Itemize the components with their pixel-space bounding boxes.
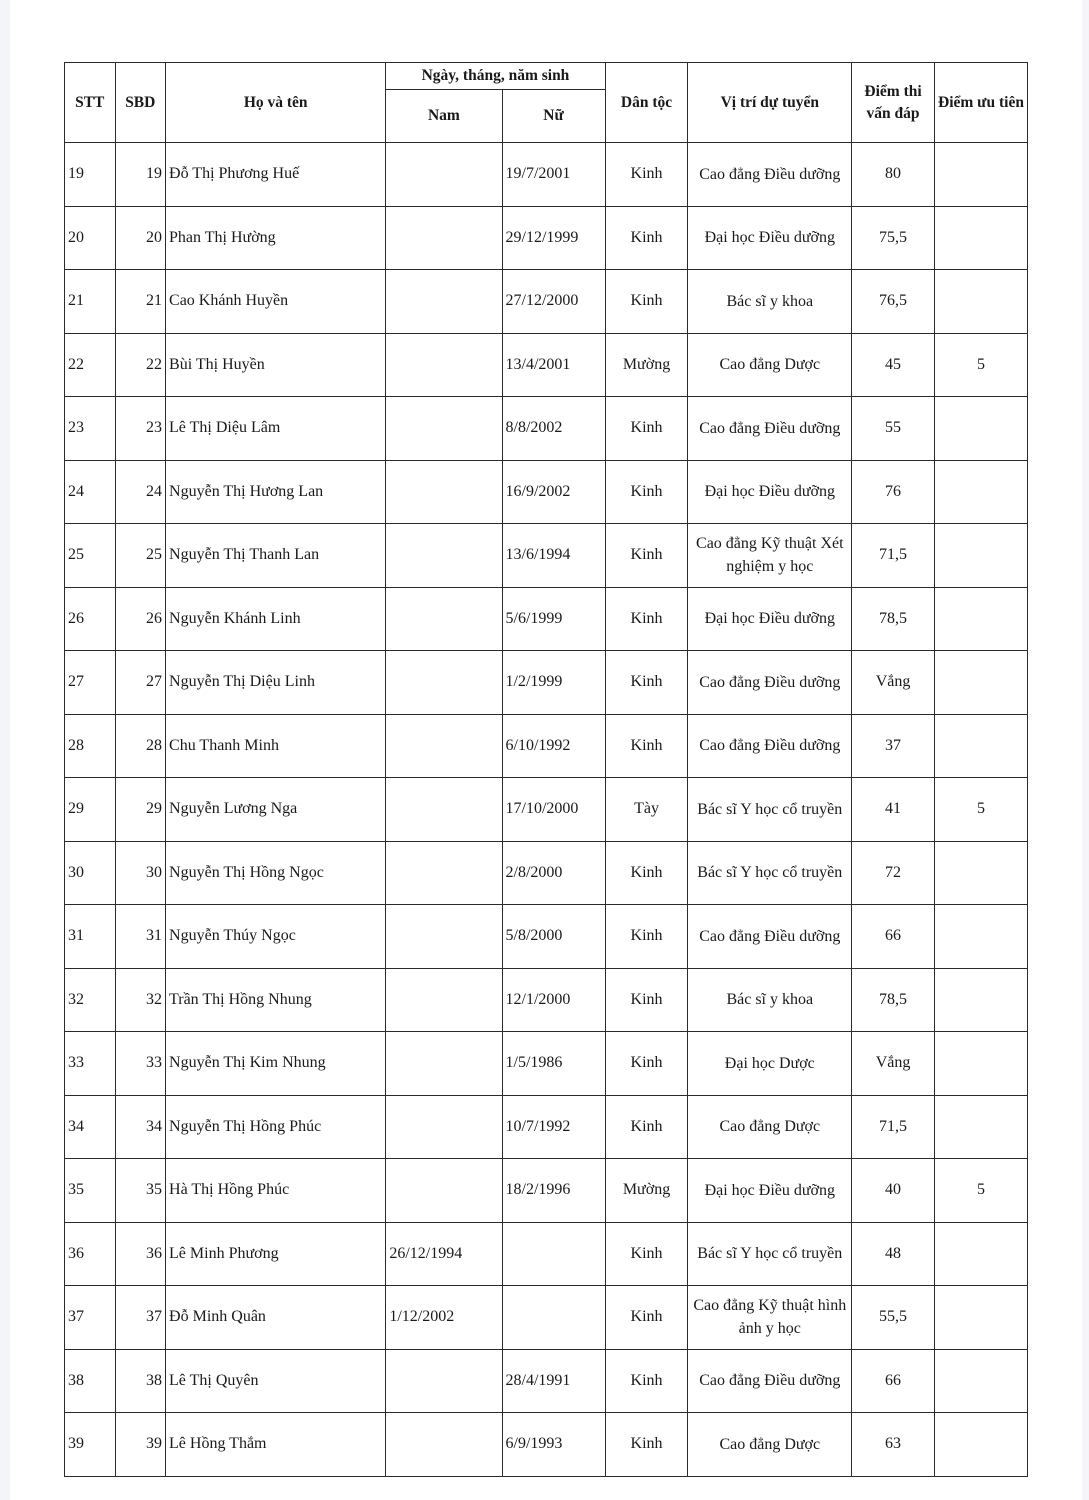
cell-name: Nguyễn Thị Diệu Linh: [166, 651, 386, 715]
cell-stt: 30: [65, 841, 116, 905]
cell-dob-male: [386, 1032, 502, 1096]
cell-dob-male: [386, 1413, 502, 1477]
cell-score: 41: [852, 778, 935, 842]
cell-stt: 36: [65, 1222, 116, 1286]
cell-stt: 37: [65, 1286, 116, 1350]
cell-dob-male: [386, 270, 502, 334]
cell-priority: [934, 1413, 1027, 1477]
cell-position: Cao đẳng Điều dưỡng: [688, 143, 852, 207]
cell-position: Cao đẳng Điều dưỡng: [688, 1349, 852, 1413]
cell-position: Cao đẳng Điều dưỡng: [688, 714, 852, 778]
cell-stt: 25: [65, 524, 116, 588]
cell-sbd: 32: [115, 968, 166, 1032]
cell-score: 48: [852, 1222, 935, 1286]
cell-dob-male: 26/12/1994: [386, 1222, 502, 1286]
cell-dob-female: 16/9/2002: [502, 460, 605, 524]
cell-score: 80: [852, 143, 935, 207]
cell-name: Lê Thị Quyên: [166, 1349, 386, 1413]
cell-dob-male: [386, 524, 502, 588]
cell-sbd: 28: [115, 714, 166, 778]
cell-ethnicity: Kinh: [605, 524, 688, 588]
cell-ethnicity: Kinh: [605, 270, 688, 334]
cell-dob-female: 6/9/1993: [502, 1413, 605, 1477]
cell-dob-male: [386, 778, 502, 842]
cell-dob-female: 28/4/1991: [502, 1349, 605, 1413]
cell-dob-female: [502, 1222, 605, 1286]
cell-priority: [934, 1349, 1027, 1413]
table-row: [65, 143, 1028, 207]
table-row: [65, 460, 1028, 524]
cell-dob-female: 12/1/2000: [502, 968, 605, 1032]
cell-position: Cao đẳng Dược: [688, 1095, 852, 1159]
cell-score: 37: [852, 714, 935, 778]
header-stt: STT: [65, 63, 116, 143]
cell-sbd: 39: [115, 1413, 166, 1477]
cell-priority: [934, 841, 1027, 905]
cell-position: Bác sĩ Y học cổ truyền: [688, 778, 852, 842]
cell-sbd: 20: [115, 206, 166, 270]
cell-sbd: 25: [115, 524, 166, 588]
cell-priority: [934, 1222, 1027, 1286]
cell-dob-male: [386, 968, 502, 1032]
cell-score: 63: [852, 1413, 935, 1477]
table-row: [65, 1349, 1028, 1413]
cell-position: Đại học Điều dưỡng: [688, 206, 852, 270]
cell-score: 78,5: [852, 968, 935, 1032]
cell-sbd: 37: [115, 1286, 166, 1350]
cell-ethnicity: Kinh: [605, 1032, 688, 1096]
cell-name: Nguyễn Thị Thanh Lan: [166, 524, 386, 588]
cell-priority: [934, 714, 1027, 778]
table-row: [65, 206, 1028, 270]
cell-stt: 31: [65, 905, 116, 969]
cell-position: Bác sĩ y khoa: [688, 270, 852, 334]
header-priority: Điểm ưu tiên: [934, 63, 1027, 143]
cell-priority: [934, 905, 1027, 969]
cell-priority: 5: [934, 333, 1027, 397]
cell-ethnicity: Kinh: [605, 1095, 688, 1159]
table-row: [65, 524, 1028, 588]
cell-dob-male: [386, 206, 502, 270]
cell-dob-male: [386, 1095, 502, 1159]
cell-stt: 19: [65, 143, 116, 207]
cell-position: Cao đẳng Điều dưỡng: [688, 651, 852, 715]
table-row: [65, 333, 1028, 397]
cell-dob-female: 17/10/2000: [502, 778, 605, 842]
cell-dob-male: [386, 905, 502, 969]
cell-dob-male: [386, 460, 502, 524]
cell-sbd: 19: [115, 143, 166, 207]
cell-score: 76: [852, 460, 935, 524]
cell-dob-male: [386, 143, 502, 207]
cell-ethnicity: Kinh: [605, 1413, 688, 1477]
cell-ethnicity: Kinh: [605, 587, 688, 651]
cell-priority: [934, 968, 1027, 1032]
cell-sbd: 38: [115, 1349, 166, 1413]
cell-name: Nguyễn Thị Hồng Ngọc: [166, 841, 386, 905]
cell-dob-male: 1/12/2002: [386, 1286, 502, 1350]
cell-ethnicity: Kinh: [605, 1349, 688, 1413]
header-ethnicity: Dân tộc: [605, 63, 688, 143]
cell-name: Cao Khánh Huyền: [166, 270, 386, 334]
header-female: Nữ: [502, 90, 605, 143]
results-table: [64, 62, 1028, 1477]
cell-dob-male: [386, 587, 502, 651]
cell-sbd: 29: [115, 778, 166, 842]
cell-ethnicity: Kinh: [605, 460, 688, 524]
cell-sbd: 35: [115, 1159, 166, 1223]
cell-score: 76,5: [852, 270, 935, 334]
cell-stt: 38: [65, 1349, 116, 1413]
cell-stt: 28: [65, 714, 116, 778]
cell-ethnicity: Mường: [605, 333, 688, 397]
cell-stt: 39: [65, 1413, 116, 1477]
cell-stt: 33: [65, 1032, 116, 1096]
cell-ethnicity: Kinh: [605, 1286, 688, 1350]
cell-ethnicity: Mường: [605, 1159, 688, 1223]
cell-sbd: 23: [115, 397, 166, 461]
cell-priority: [934, 587, 1027, 651]
cell-name: Nguyễn Khánh Linh: [166, 587, 386, 651]
cell-ethnicity: Kinh: [605, 397, 688, 461]
cell-dob-female: 13/4/2001: [502, 333, 605, 397]
cell-ethnicity: Kinh: [605, 905, 688, 969]
table-row: [65, 905, 1028, 969]
cell-position: Đại học Điều dưỡng: [688, 1159, 852, 1223]
cell-stt: 24: [65, 460, 116, 524]
cell-dob-male: [386, 1159, 502, 1223]
cell-sbd: 22: [115, 333, 166, 397]
cell-stt: 29: [65, 778, 116, 842]
cell-score: 78,5: [852, 587, 935, 651]
cell-dob-male: [386, 651, 502, 715]
cell-dob-female: 13/6/1994: [502, 524, 605, 588]
cell-position: Bác sĩ y khoa: [688, 968, 852, 1032]
cell-dob-female: 2/8/2000: [502, 841, 605, 905]
cell-dob-female: 5/8/2000: [502, 905, 605, 969]
cell-dob-female: 1/2/1999: [502, 651, 605, 715]
cell-stt: 23: [65, 397, 116, 461]
cell-stt: 22: [65, 333, 116, 397]
cell-priority: [934, 1286, 1027, 1350]
cell-stt: 32: [65, 968, 116, 1032]
cell-priority: [934, 143, 1027, 207]
table-row: [65, 778, 1028, 842]
cell-name: Hà Thị Hồng Phúc: [166, 1159, 386, 1223]
table-row: [65, 968, 1028, 1032]
table-row: [65, 1222, 1028, 1286]
table-body: [65, 143, 1028, 1477]
cell-name: Nguyễn Thị Kim Nhung: [166, 1032, 386, 1096]
cell-position: Bác sĩ Y học cổ truyền: [688, 841, 852, 905]
cell-name: Nguyễn Thị Hồng Phúc: [166, 1095, 386, 1159]
cell-sbd: 31: [115, 905, 166, 969]
cell-stt: 21: [65, 270, 116, 334]
cell-name: Nguyễn Lương Nga: [166, 778, 386, 842]
cell-name: Nguyễn Thị Hương Lan: [166, 460, 386, 524]
cell-sbd: 27: [115, 651, 166, 715]
cell-ethnicity: Kinh: [605, 1222, 688, 1286]
cell-score: 75,5: [852, 206, 935, 270]
cell-dob-female: 6/10/1992: [502, 714, 605, 778]
table-row: [65, 1413, 1028, 1477]
cell-priority: 5: [934, 778, 1027, 842]
table-row: [65, 1032, 1028, 1096]
table-row: [65, 270, 1028, 334]
table-row: [65, 587, 1028, 651]
cell-name: Lê Thị Diệu Lâm: [166, 397, 386, 461]
table-row: [65, 841, 1028, 905]
table-row: [65, 651, 1028, 715]
cell-ethnicity: Tày: [605, 778, 688, 842]
cell-dob-male: [386, 397, 502, 461]
cell-name: Lê Minh Phương: [166, 1222, 386, 1286]
cell-stt: 27: [65, 651, 116, 715]
cell-stt: 34: [65, 1095, 116, 1159]
cell-score: 55: [852, 397, 935, 461]
table-row: [65, 1286, 1028, 1350]
cell-score: 66: [852, 905, 935, 969]
cell-score: 66: [852, 1349, 935, 1413]
cell-name: Đỗ Minh Quân: [166, 1286, 386, 1350]
cell-priority: [934, 1032, 1027, 1096]
cell-dob-male: [386, 841, 502, 905]
cell-ethnicity: Kinh: [605, 968, 688, 1032]
cell-sbd: 30: [115, 841, 166, 905]
header-position: Vị trí dự tuyển: [688, 63, 852, 143]
cell-priority: [934, 460, 1027, 524]
cell-position: Cao đẳng Dược: [688, 1413, 852, 1477]
cell-priority: [934, 1095, 1027, 1159]
cell-position: Đại học Dược: [688, 1032, 852, 1096]
cell-sbd: 26: [115, 587, 166, 651]
table-row: [65, 1159, 1028, 1223]
cell-dob-male: [386, 333, 502, 397]
cell-score: 71,5: [852, 1095, 935, 1159]
cell-score: 55,5: [852, 1286, 935, 1350]
cell-sbd: 24: [115, 460, 166, 524]
header-name: Họ và tên: [166, 63, 386, 143]
header-score: Điểm thi vấn đáp: [852, 63, 935, 143]
cell-sbd: 34: [115, 1095, 166, 1159]
cell-score: 40: [852, 1159, 935, 1223]
cell-dob-female: 5/6/1999: [502, 587, 605, 651]
cell-name: Lê Hồng Thắm: [166, 1413, 386, 1477]
cell-ethnicity: Kinh: [605, 651, 688, 715]
cell-score: Vắng: [852, 651, 935, 715]
table-row: [65, 397, 1028, 461]
cell-dob-female: 27/12/2000: [502, 270, 605, 334]
cell-priority: 5: [934, 1159, 1027, 1223]
cell-ethnicity: Kinh: [605, 714, 688, 778]
cell-score: 45: [852, 333, 935, 397]
cell-priority: [934, 270, 1027, 334]
cell-priority: [934, 651, 1027, 715]
cell-dob-male: [386, 1349, 502, 1413]
cell-stt: 26: [65, 587, 116, 651]
cell-dob-male: [386, 714, 502, 778]
cell-name: Nguyễn Thúy Ngọc: [166, 905, 386, 969]
cell-ethnicity: Kinh: [605, 143, 688, 207]
cell-priority: [934, 524, 1027, 588]
cell-dob-female: 10/7/1992: [502, 1095, 605, 1159]
cell-priority: [934, 397, 1027, 461]
cell-position: Cao đẳng Kỹ thuật hình ảnh y học: [688, 1286, 852, 1350]
cell-stt: 20: [65, 206, 116, 270]
table-row: [65, 1095, 1028, 1159]
header-male: Nam: [386, 90, 502, 143]
cell-position: Cao đẳng Điều dưỡng: [688, 905, 852, 969]
cell-position: Bác sĩ Y học cổ truyền: [688, 1222, 852, 1286]
cell-priority: [934, 206, 1027, 270]
cell-dob-female: 8/8/2002: [502, 397, 605, 461]
cell-position: Cao đẳng Kỹ thuật Xét nghiệm y học: [688, 524, 852, 588]
cell-sbd: 21: [115, 270, 166, 334]
cell-stt: 35: [65, 1159, 116, 1223]
cell-name: Trần Thị Hồng Nhung: [166, 968, 386, 1032]
cell-sbd: 33: [115, 1032, 166, 1096]
header-sbd: SBD: [115, 63, 166, 143]
table-row: [65, 714, 1028, 778]
cell-dob-female: 1/5/1986: [502, 1032, 605, 1096]
cell-name: Phan Thị Hường: [166, 206, 386, 270]
cell-ethnicity: Kinh: [605, 841, 688, 905]
cell-position: Đại học Điều dưỡng: [688, 460, 852, 524]
cell-dob-female: 19/7/2001: [502, 143, 605, 207]
cell-dob-female: 18/2/1996: [502, 1159, 605, 1223]
cell-name: Chu Thanh Minh: [166, 714, 386, 778]
cell-position: Cao đẳng Dược: [688, 333, 852, 397]
cell-name: Bùi Thị Huyền: [166, 333, 386, 397]
cell-score: 72: [852, 841, 935, 905]
cell-score: Vắng: [852, 1032, 935, 1096]
cell-position: Cao đẳng Điều dưỡng: [688, 397, 852, 461]
cell-ethnicity: Kinh: [605, 206, 688, 270]
header-dob-group: Ngày, tháng, năm sinh: [386, 63, 605, 90]
cell-dob-female: [502, 1286, 605, 1350]
cell-dob-female: 29/12/1999: [502, 206, 605, 270]
cell-name: Đỗ Thị Phương Huế: [166, 143, 386, 207]
cell-sbd: 36: [115, 1222, 166, 1286]
cell-score: 71,5: [852, 524, 935, 588]
cell-position: Đại học Điều dưỡng: [688, 587, 852, 651]
table-header: [65, 63, 1028, 143]
